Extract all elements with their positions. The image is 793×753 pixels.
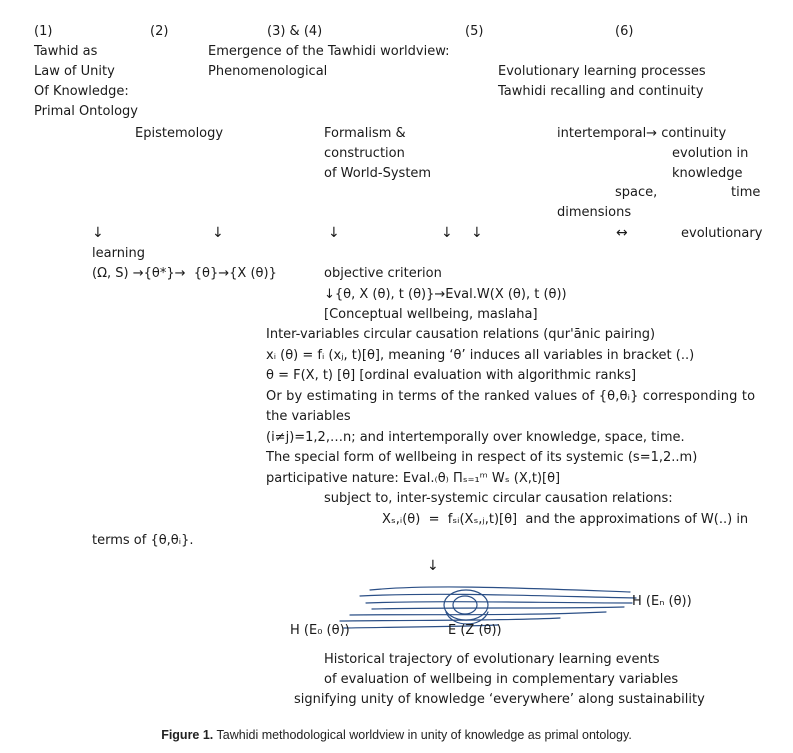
trajectory-stroke-5 <box>350 612 606 615</box>
epistemology-label: Epistemology <box>135 126 224 141</box>
evolutionary-label: evolutionary <box>681 226 763 241</box>
tawhid-line-2: Law of Unity <box>34 64 115 79</box>
subject-to-line: subject to, inter-systemic circular causation relations: <box>324 491 673 506</box>
special-form-line: The special form of wellbeing in respect of its systemic (s=1,2..m) <box>266 450 698 465</box>
trajectory-loop-inner <box>453 596 477 614</box>
down-arrow-trajectory: ↓ <box>427 558 439 574</box>
inter-variables-label: Inter-variables circular causation relations (qur'ānic pairing) <box>266 327 656 342</box>
left-right-arrow: ↔ <box>616 225 628 241</box>
trajectory-stroke-3 <box>366 602 632 603</box>
terms-line: terms of {θ,θᵢ}. <box>92 533 194 548</box>
participative-formula: participative nature: Eval.₍θ₎ Πₛ₌₁ᵐ Wₛ (X,t)[θ] <box>266 471 561 486</box>
figure-caption <box>0 728 793 742</box>
trajectory-stroke-4 <box>372 607 624 609</box>
caption-label: Figure 1. <box>161 728 214 742</box>
emergence-label: Emergence of the Tawhidi worldview: <box>208 44 450 59</box>
column-number-1: (1) <box>34 24 53 39</box>
caption-text: Tawhidi methodological worldview in unity of knowledge as primal ontology. <box>213 728 632 742</box>
dimensions-label: dimensions <box>557 205 632 220</box>
historical-line-2: of evaluation of wellbeing in complementary variables <box>324 672 679 687</box>
ranked-values-text: Or by estimating in terms of the ranked values of {θ,θᵢ} corresponding to <box>266 389 756 404</box>
h-en-label: H (Eₙ (θ)) <box>632 594 692 609</box>
column-number-2: (2) <box>150 24 169 39</box>
learning-label: learning <box>92 246 146 261</box>
h-eo-label: H (E₀ (θ)) <box>290 623 350 638</box>
e-z-label: E (Z (θ)) <box>448 623 502 638</box>
space-label: space, <box>615 185 658 200</box>
formalism-line-2: construction <box>324 146 405 161</box>
conceptual-wellbeing-label: [Conceptual wellbeing, maslaha] <box>324 307 538 322</box>
historical-line-1: Historical trajectory of evolutionary learning events <box>324 652 660 667</box>
column-number-5: (5) <box>465 24 484 39</box>
column-number-6: (6) <box>615 24 634 39</box>
evaluation-formula: ↓{θ, X (θ), t (θ)}→Eval.W(X (θ), t (θ)) <box>324 287 567 302</box>
down-arrow-1: ↓ <box>92 225 104 241</box>
down-arrow-5: ↓ <box>471 225 483 241</box>
trajectory-stroke-2 <box>360 594 636 598</box>
knowledge-label: knowledge <box>672 166 743 181</box>
historical-line-3: signifying unity of knowledge ‘everywhere’ along sustainability <box>294 692 705 707</box>
theta-formula: θ = F(X, t) [θ] [ordinal evaluation with algorithmic ranks] <box>266 368 637 383</box>
formalism-line-1: Formalism & <box>324 126 406 141</box>
xs-formula: Xₛ,ᵢ(θ) = fₛᵢ(Xₛ,ⱼ,t)[θ] and the approximations of W(..) in <box>382 512 749 527</box>
phenomenological-label: Phenomenological <box>208 64 328 79</box>
evolution-in-label: evolution in <box>672 146 749 161</box>
mapping-formula: (Ω, S) →{θ*}→ {θ}→{X (θ)} <box>92 266 277 281</box>
formalism-line-3: of World-System <box>324 166 432 181</box>
evolutionary-processes-label: Evolutionary learning processes <box>498 64 706 79</box>
down-arrow-2: ↓ <box>212 225 224 241</box>
xi-formula: xᵢ (θ) = fᵢ (xⱼ, t)[θ], meaning ‘θ’ induces all variables in bracket (..) <box>266 348 695 363</box>
tawhid-line-4: Primal Ontology <box>34 104 138 119</box>
tawhid-line-3: Of Knowledge: <box>34 84 129 99</box>
time-label: time <box>731 185 761 200</box>
down-arrow-3: ↓ <box>328 225 340 241</box>
trajectory-stroke-1 <box>370 587 630 592</box>
recalling-continuity-label: Tawhidi recalling and continuity <box>498 84 704 99</box>
down-arrow-4: ↓ <box>441 225 453 241</box>
objective-criterion-label: objective criterion <box>324 266 442 281</box>
intertemporal-label: intertemporal→ continuity <box>557 126 727 141</box>
ranked-values-line-2: the variables <box>266 409 351 424</box>
column-number-3-4: (3) & (4) <box>267 24 323 39</box>
tawhid-line-1: Tawhid as <box>34 44 98 59</box>
index-range-line: (i≠j)=1,2,…n; and intertemporally over knowledge, space, time. <box>266 430 685 445</box>
